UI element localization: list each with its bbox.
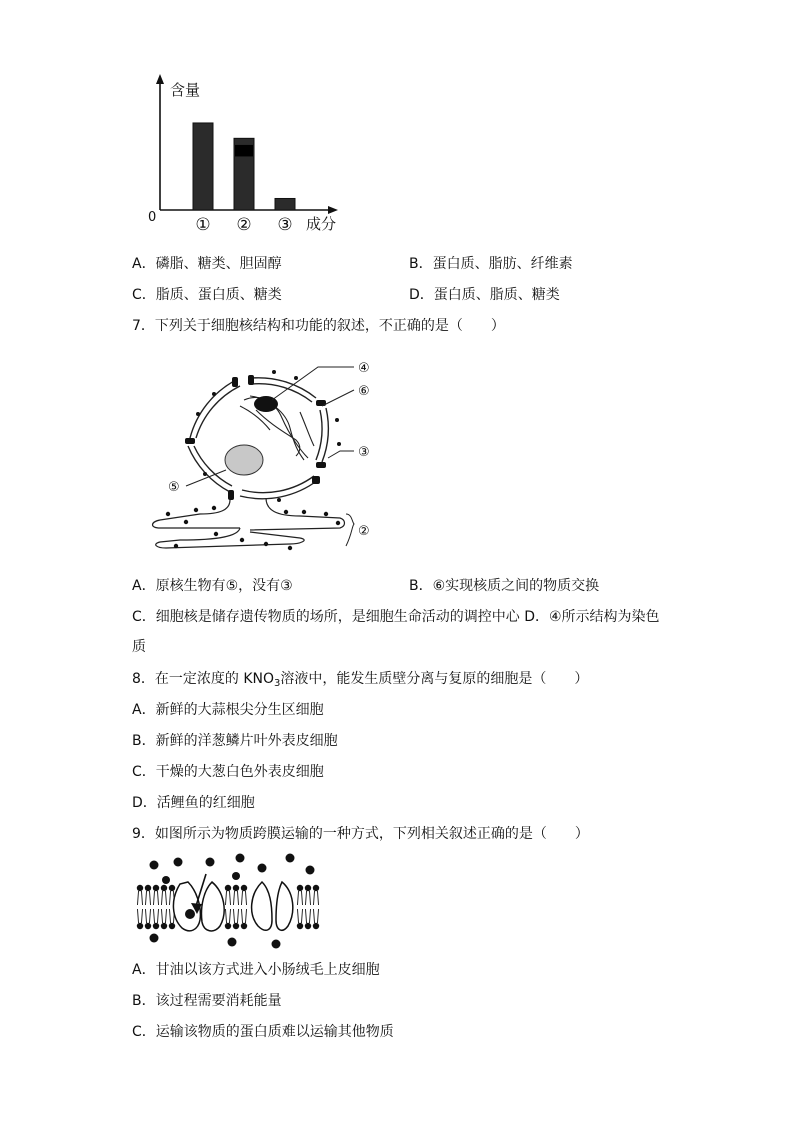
lipid-head	[169, 885, 175, 891]
q7-label-4: ④	[358, 361, 370, 376]
nuclear-pores	[185, 375, 326, 500]
q7-option-a[interactable]: A．原核生物有⑤，没有③	[132, 578, 293, 594]
q8-stem-post: 溶液中，能发生质壁分离与复原的细胞是（ ）	[280, 671, 589, 687]
solute-molecules	[150, 854, 315, 949]
lipid-tail	[314, 909, 319, 923]
q6-option-d[interactable]: D．蛋白质、脂质、糖类	[409, 287, 560, 303]
lipid-tail	[298, 891, 303, 905]
lipid-tail	[306, 891, 311, 905]
y-axis-label: 含量	[170, 81, 201, 99]
x-tick-label-3: ③	[277, 215, 293, 235]
q8-option-d[interactable]: D．活鲤鱼的红细胞	[132, 795, 255, 811]
lipid-head	[145, 885, 151, 891]
lipid-head	[153, 885, 159, 891]
bar-2-inner-mark	[235, 145, 253, 156]
q8-option-c[interactable]: C．干燥的大葱白色外表皮细胞	[132, 764, 324, 780]
nuclear-envelope	[188, 378, 328, 499]
lipid-tail	[226, 909, 231, 923]
chromatin	[240, 396, 314, 460]
x-tick-label-2: ②	[236, 215, 252, 235]
transport-arrow	[196, 874, 206, 906]
q7-label-5: ⑤	[168, 480, 180, 495]
lipid-tail	[234, 891, 239, 905]
lipid-head	[297, 923, 303, 929]
q7-option-c[interactable]: C．细胞核是储存遗传物质的场所，是细胞生命活动的调控中心 D．④所示结构为染色	[132, 609, 660, 625]
lipid-head	[305, 923, 311, 929]
q9-option-c[interactable]: C．运输该物质的蛋白质难以运输其他物质	[132, 1024, 394, 1040]
lipid-head	[241, 923, 247, 929]
lipid-tail	[154, 891, 159, 905]
lipid-tail	[154, 909, 159, 923]
q7-label-6: ⑥	[358, 384, 370, 399]
q8-stem-subscript: 3	[274, 678, 281, 689]
lipid-tail	[170, 891, 175, 905]
bar-3	[275, 198, 295, 210]
q7-option-c-continued: 质	[132, 639, 146, 655]
lipid-head	[161, 923, 167, 929]
q7-stem: 7．下列关于细胞核结构和功能的叙述，不正确的是（ ）	[132, 318, 505, 334]
lipid-tail	[234, 909, 239, 923]
lipid-head	[305, 885, 311, 891]
lipid-tail	[146, 891, 151, 905]
lipid-tail	[170, 909, 175, 923]
lipid-head	[313, 885, 319, 891]
er-ribosomes	[166, 506, 340, 550]
lipid-head	[169, 923, 175, 929]
envelope-ribosomes	[196, 370, 341, 502]
q8-option-b[interactable]: B．新鲜的洋葱鳞片叶外表皮细胞	[132, 733, 338, 749]
lipid-tail	[138, 891, 143, 905]
label-leaders	[186, 367, 354, 546]
lipid-head	[225, 885, 231, 891]
phospholipid-bilayer	[137, 885, 319, 929]
lipid-tail	[242, 891, 247, 905]
q7-label-3: ③	[358, 445, 370, 460]
lipid-head	[137, 923, 143, 929]
lipid-head	[161, 885, 167, 891]
q9-option-b[interactable]: B．该过程需要消耗能量	[132, 993, 282, 1009]
q9-option-a[interactable]: A．甘油以该方式进入小肠绒毛上皮细胞	[132, 962, 380, 978]
lipid-head	[297, 885, 303, 891]
transport-arrow-head	[191, 903, 202, 914]
origin-label: 0	[148, 210, 157, 225]
q8-option-a[interactable]: A．新鲜的大蒜根尖分生区细胞	[132, 702, 324, 718]
lipid-tail	[314, 891, 319, 905]
y-axis-arrow	[156, 74, 164, 84]
x-tick-label-1: ①	[195, 215, 211, 235]
lipid-tail	[138, 909, 143, 923]
lipid-tail	[306, 909, 311, 923]
x-axis-arrow	[328, 206, 338, 214]
lipid-tail	[162, 909, 167, 923]
lipid-tail	[242, 909, 247, 923]
lipid-head	[145, 923, 151, 929]
lipid-head	[153, 923, 159, 929]
lipid-head	[233, 885, 239, 891]
q6-option-b[interactable]: B．蛋白质、脂肪、纤维素	[409, 256, 573, 272]
lipid-head	[137, 885, 143, 891]
lipid-head	[233, 923, 239, 929]
lipid-head	[241, 885, 247, 891]
lipid-head	[225, 923, 231, 929]
bar-2	[234, 138, 254, 210]
q6-option-a[interactable]: A．磷脂、糖类、胆固醇	[132, 256, 282, 272]
q6-option-c[interactable]: C．脂质、蛋白质、糖类	[132, 287, 282, 303]
lipid-head	[313, 923, 319, 929]
nucleolus	[225, 445, 263, 475]
endoplasmic-reticulum	[153, 498, 345, 548]
carrier-protein-2	[252, 882, 293, 930]
q9-stem: 9．如图所示为物质跨膜运输的一种方式，下列相关叙述正确的是（ ）	[132, 826, 589, 842]
lipid-tail	[162, 891, 167, 905]
lipid-tail	[146, 909, 151, 923]
carrier-protein-1	[173, 882, 224, 931]
q8-stem	[132, 669, 588, 689]
q7-label-2: ②	[358, 524, 370, 539]
chromatin-dense-region	[254, 396, 278, 412]
bar-1	[193, 123, 213, 210]
q7-option-b[interactable]: B．⑥实现核质之间的物质交换	[409, 578, 600, 594]
lipid-tail	[298, 909, 303, 923]
x-axis-label: 成分	[306, 215, 337, 233]
lipid-tail	[226, 891, 231, 905]
q8-stem-pre: 8．在一定浓度的 KNO	[132, 671, 275, 687]
